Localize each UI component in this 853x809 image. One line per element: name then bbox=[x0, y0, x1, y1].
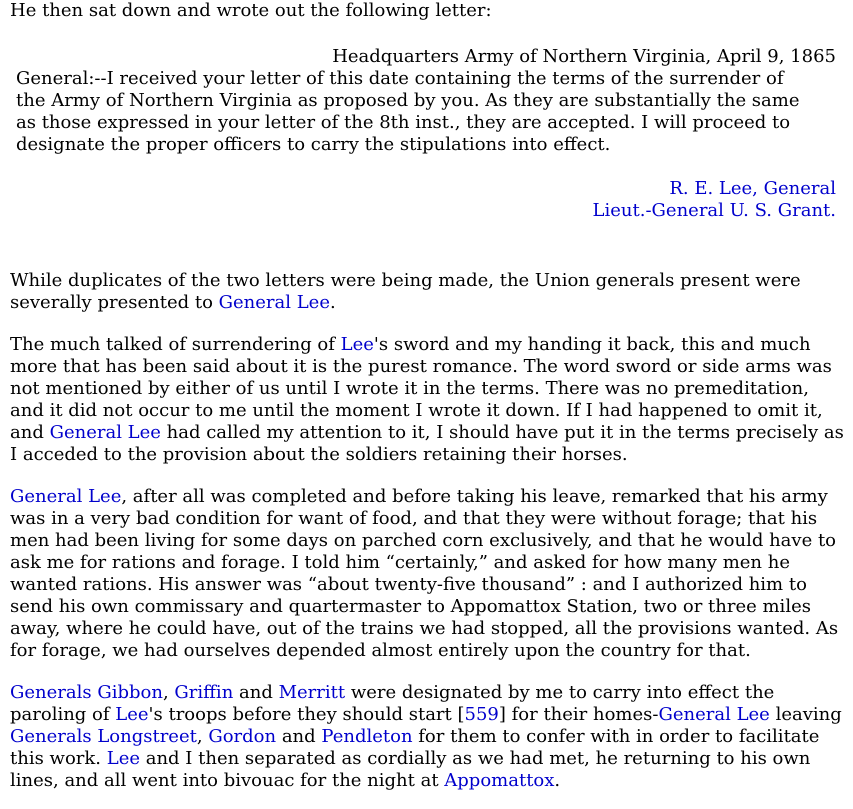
link-pendleton[interactable]: Pendleton bbox=[321, 726, 413, 747]
text: were designated by me to carry into effect the paroling of bbox=[10, 682, 775, 725]
letter-body: General:--I received your letter of this date containing the terms of the surrender of the Army of Northern Virginia as proposed by you. As they are substantially the same as those expressed in your letter of the 8th inst., they are accepted. I will proceed to designate the proper officers to carry the stipulations into effect. bbox=[16, 68, 800, 155]
text: , bbox=[196, 726, 209, 747]
link-generals-gibbon[interactable]: Generals Gibbon bbox=[10, 682, 163, 703]
link-general-lee[interactable]: General Lee bbox=[658, 704, 770, 725]
text: and bbox=[276, 726, 322, 747]
text: had called my attention to it, I should have put it in the terms precisely as I acceded to the provision about the soldiers retaining their horses. bbox=[10, 422, 844, 465]
paragraph-sword bbox=[10, 334, 845, 466]
text: leaving bbox=[769, 704, 842, 725]
text: 's sword and my handing it back, this and much more that has been said about it is the purest romance. The word sword or side arms was not mentioned by either of us until I wrote it in the terms. There was no premeditation, and it did not occur to me until the moment I wrote it down. If I had happened to omit it, and bbox=[10, 334, 832, 443]
link-lee[interactable]: Lee bbox=[115, 704, 149, 725]
signature-from-link[interactable]: R. E. Lee, General bbox=[669, 178, 836, 199]
paragraph-duplicates bbox=[10, 270, 845, 314]
text: , after all was completed and before taking his leave, remarked that his army was in a very bad condition for want of food, and that they were without forage; that his men had been living for some days on parched corn exclusively, and that he would have to ask me for rations and forage. I told him “certainly,” and asked for how many men he wanted rations. His answer was “about twenty-five thousand” : and I authorized him to send his own commissary and quartermaster to Appomattox Station, two or three miles away, where he could have, out of the trains we had stopped, all the provisions wanted. As for forage, we had ourselves depended almost entirely upon the country for that. bbox=[10, 486, 839, 661]
link-general-lee[interactable]: General Lee bbox=[10, 486, 122, 507]
text: . bbox=[330, 292, 336, 313]
link-gordon[interactable]: Gordon bbox=[208, 726, 277, 747]
paragraph-paroling bbox=[10, 682, 845, 792]
text: ] for their homes- bbox=[498, 704, 659, 725]
text: for them to confer with in order to facilitate this work. bbox=[10, 726, 820, 769]
text: , bbox=[162, 682, 175, 703]
intro-line: He then sat down and wrote out the following letter: bbox=[10, 0, 492, 21]
text: 's troops before they should start [ bbox=[148, 704, 465, 725]
letter-signature bbox=[593, 178, 836, 222]
text: and I then separated as cordially as we had met, he returning to his own lines, and all went into bivouac for the night at bbox=[10, 748, 811, 791]
link-merritt[interactable]: Merritt bbox=[278, 682, 346, 703]
text: . bbox=[554, 770, 561, 791]
text: The much talked of surrendering of bbox=[10, 334, 341, 355]
text: While duplicates of the two letters were being made, the Union generals present were severally presented to bbox=[10, 270, 801, 313]
link-generals-longstreet[interactable]: Generals Longstreet bbox=[10, 726, 197, 747]
link-appomattox[interactable]: Appomattox bbox=[444, 770, 555, 791]
signature-to-link[interactable]: Lieut.-General U. S. Grant. bbox=[592, 200, 836, 221]
letter-heading: Headquarters Army of Northern Virginia, April 9, 1865 bbox=[332, 46, 836, 67]
link-general-lee[interactable]: General Lee bbox=[218, 292, 330, 313]
text: and bbox=[233, 682, 279, 703]
link-lee[interactable]: Lee bbox=[106, 748, 141, 769]
link-griffin[interactable]: Griffin bbox=[174, 682, 234, 703]
link-page-559[interactable]: 559 bbox=[464, 704, 499, 725]
link-lee[interactable]: Lee bbox=[340, 334, 374, 355]
link-general-lee[interactable]: General Lee bbox=[49, 422, 161, 443]
paragraph-rations bbox=[10, 486, 845, 662]
